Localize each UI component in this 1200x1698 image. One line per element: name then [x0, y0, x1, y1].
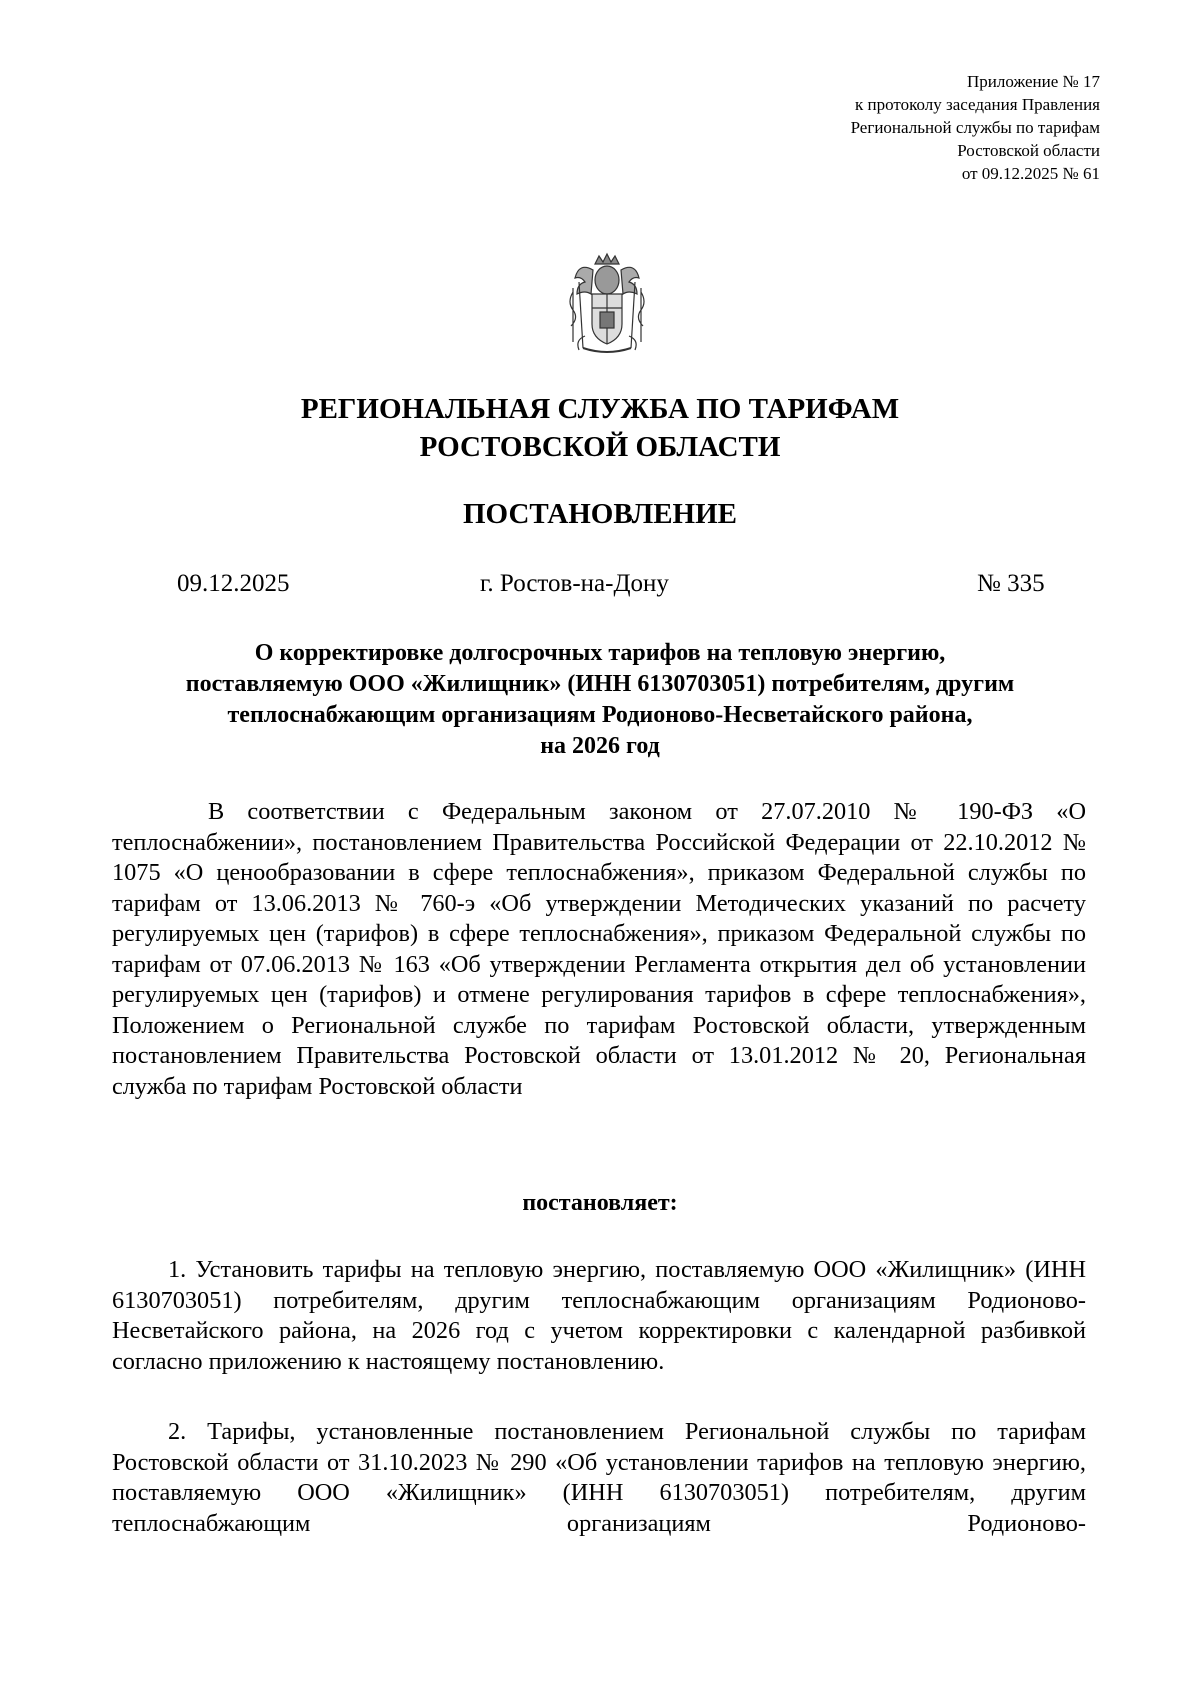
decree-item-1: 1. Установить тарифы на тепловую энергию, поставляемую ООО «Жилищник» (ИНН 6130703051) потребителям, другим теплоснабжающим организациям Родионово-Несветайского района, на 2026 год с учетом корректировки с календарной разбивкой согласно приложению к настоящему постановлению.	[112, 1256, 1086, 1375]
document-date: 09.12.2025	[177, 570, 290, 597]
organization-title-line: РЕГИОНАЛЬНАЯ СЛУЖБА ПО ТАРИФАМ	[300, 393, 900, 425]
subject-line: теплоснабжающим организациям Родионово-Несветайского района,	[227, 702, 973, 728]
document-type: ПОСТАНОВЛЕНИЕ	[462, 498, 737, 530]
subject-line: поставляемую ООО «Жилищник» (ИНН 6130703051) потребителям, другим	[185, 671, 1015, 697]
appendix-line: Приложение № 17	[967, 72, 1100, 91]
appendix-reference	[851, 70, 1100, 185]
document-subject	[100, 638, 1100, 762]
organization-title	[0, 390, 1200, 466]
preamble-paragraph: В соответствии с Федеральным законом от 27.07.2010 № 190-ФЗ «О теплоснабжении», постановлением Правительства Российской Федерации от 22.10.2012 № 1075 «О ценообразовании в сфере теплоснабжения», приказом Федеральной службы по тарифам от 13.06.2013 № 760-э «Об утверждении Методических указаний по расчету регулируемых цен (тарифов) в сфере теплоснабжения», приказом Федеральной службы по тарифам от 07.06.2013 № 163 «Об утверждении Регламента открытия дел об установлении регулируемых цен (тарифов) и отмене регулирования тарифов в сфере теплоснабжения», Положением о Региональной службе по тарифам Ростовской области, утвержденным постановлением Правительства Ростовской области от 13.01.2012 № 20, Региональная служба по тарифам Ростовской области	[112, 798, 1086, 1100]
decree-item-2: 2. Тарифы, установленные постановлением Региональной службы по тарифам Ростовской области от 31.10.2023 № 290 «Об установлении тарифов на тепловую энергию, поставляемую ООО «Жилищник» (ИНН 6130703051) потребителям, другим теплоснабжающим организациям Родионово-	[112, 1418, 1086, 1537]
appendix-line: Ростовской области	[957, 141, 1100, 160]
subject-line: на 2026 год	[540, 733, 660, 759]
decree-word: постановляет:	[522, 1190, 678, 1216]
appendix-line: от 09.12.2025 № 61	[961, 164, 1100, 183]
document-city: г. Ростов-на-Дону	[480, 570, 669, 597]
organization-title-line: РОСТОВСКОЙ ОБЛАСТИ	[419, 431, 781, 463]
appendix-line: Региональной службы по тарифам	[850, 118, 1100, 137]
subject-line: О корректировке долгосрочных тарифов на тепловую энергию,	[254, 640, 946, 666]
coat-of-arms-icon	[565, 252, 649, 357]
appendix-line: к протоколу заседания Правления	[855, 95, 1100, 114]
document-number: № 335	[977, 570, 1045, 597]
